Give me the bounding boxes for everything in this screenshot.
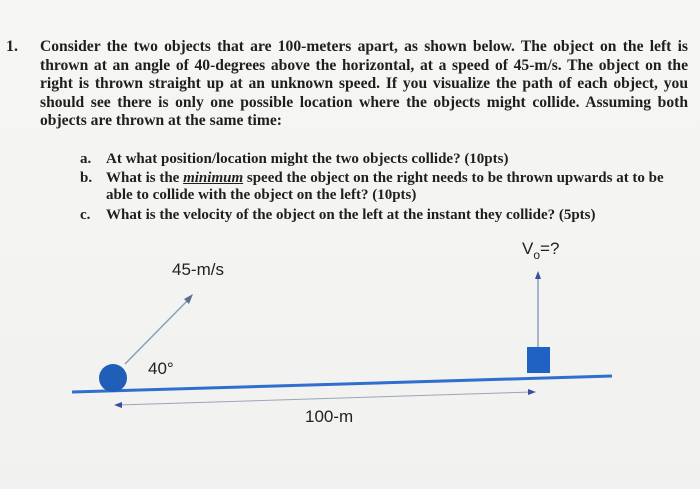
speed-label: 45-m/s xyxy=(172,260,224,279)
ground-line xyxy=(72,376,612,392)
vertical-arrow-head xyxy=(535,271,541,279)
distance-label: 100-m xyxy=(305,407,354,426)
unknown-speed-v: V xyxy=(522,239,534,258)
problem-number: 1. xyxy=(6,38,18,55)
unknown-speed-label xyxy=(522,239,559,262)
part-b-line2: able to collide with the object on the left? (10pts) xyxy=(106,187,417,203)
part-c-text: What is the velocity of the object on the left at the instant they collide? (5pts) xyxy=(106,207,596,223)
part-b-letter: b. xyxy=(80,170,93,186)
launch-arrow-line xyxy=(125,298,190,364)
distance-arrow-left-head xyxy=(114,402,122,408)
right-object-box xyxy=(527,347,550,373)
unknown-speed-subscript: o xyxy=(533,248,541,262)
distance-arrow-line xyxy=(118,392,532,405)
unknown-speed-tail: =? xyxy=(540,239,560,258)
part-b-emphasis: minimum xyxy=(183,170,244,186)
part-b-pre: What is the xyxy=(106,170,184,186)
part-c-letter: c. xyxy=(80,207,91,223)
distance-arrow-right-head xyxy=(528,389,536,395)
problem-statement: Consider the two objects that are 100-meters apart, as shown below. The object on the left is thrown at an angle of 40-degrees above the horizontal, at a speed of 45-m/s. The object on the right is thrown straight up at an unknown speed. If you visualize the path of each object, you should see there is only one possible location where the objects might collide. Assuming both objects are thrown at the same time: xyxy=(40,38,688,129)
left-object-ball xyxy=(99,364,127,392)
part-a-letter: a. xyxy=(80,151,92,167)
angle-label: 40° xyxy=(148,359,174,378)
part-a-text: At what position/location might the two objects collide? (10pts) xyxy=(106,151,509,167)
part-b-post: speed the object on the right needs to be thrown upwards at to be xyxy=(243,170,664,186)
